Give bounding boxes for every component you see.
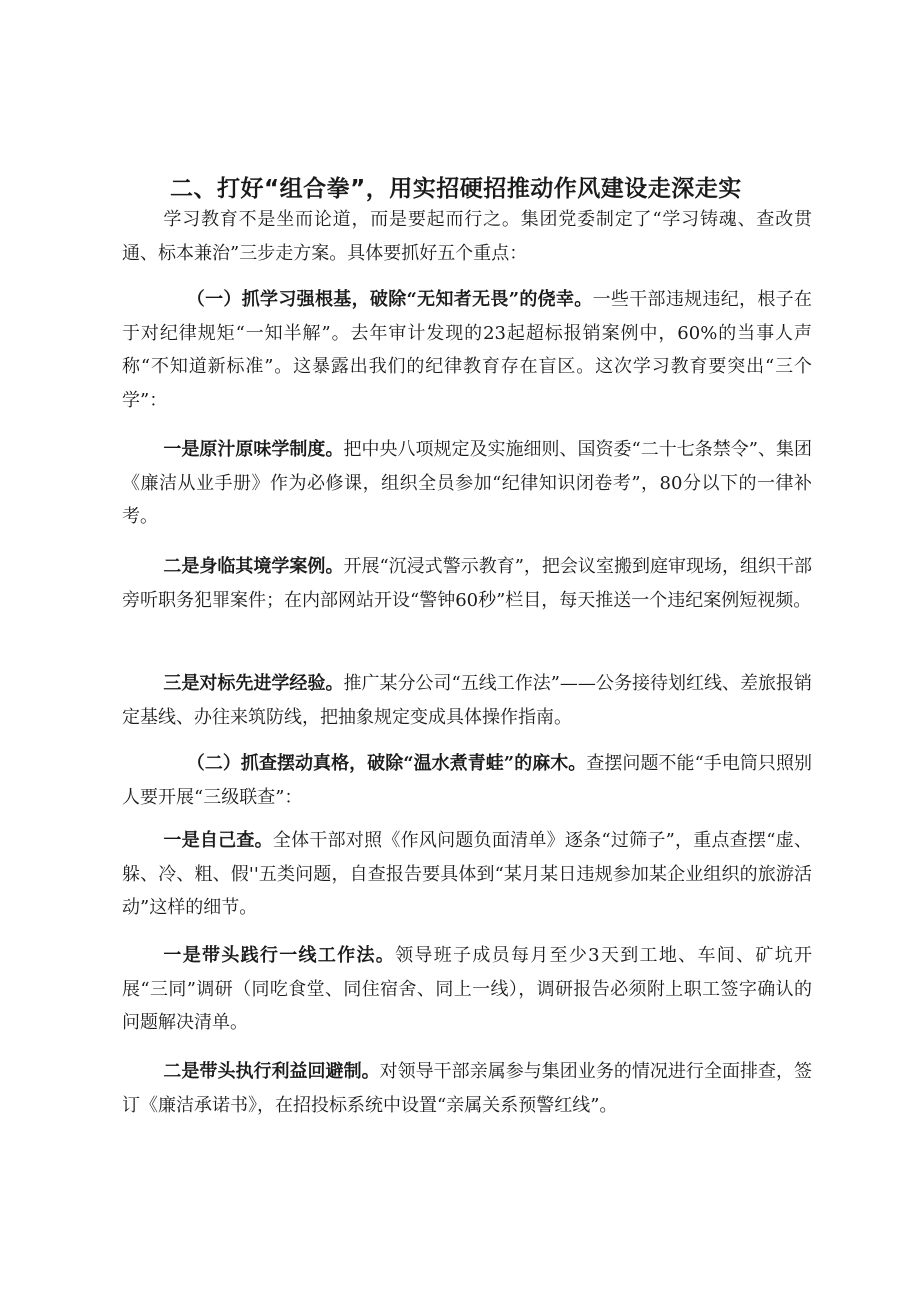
intro-paragraph bbox=[122, 203, 812, 270]
paragraph-lead: 一是带头践行一线工作法。 bbox=[163, 945, 396, 966]
study-system-paragraph bbox=[122, 433, 812, 534]
paragraph-text: 开展“沉浸式警示教育”，把会议室搬到庭审现场，组织干部旁听职务犯罪案件；在内部网站开设“警钟60秒”栏目，每天推送一个违纪案例短视频。 bbox=[122, 556, 813, 611]
frontline-method-paragraph bbox=[122, 939, 812, 1040]
paragraph-text: 一些干部违规违纪，根子在于对纪律规矩“一知半解”。去年审计发现的23起超标报销案例中，60%的当事人声称“不知道新标准”。这暴露出我们的纪律教育存在盲区。这次学习教育要突出“三个学”： bbox=[122, 289, 812, 411]
paragraph-text: 学习教育不是坐而论道，而是要起而行之。集团党委制定了“学习铸魂、查改贯通、标本兼治”三步走方案。具体要抓好五个重点： bbox=[122, 209, 812, 264]
paragraph-lead: 三是对标先进学经验。 bbox=[163, 673, 344, 694]
paragraph-lead: 一是原汁原味学制度。 bbox=[163, 439, 344, 460]
paragraph-lead: 二是带头执行利益回避制。 bbox=[163, 1061, 380, 1082]
paragraph-text: 查摆问题不能“手电筒只照别人要开展“三级联查”： bbox=[122, 753, 812, 808]
self-check-paragraph bbox=[122, 824, 812, 925]
paragraph-lead: （二）抓查摆动真格，破除“温水煮青蛙”的麻木。 bbox=[186, 753, 587, 774]
paragraph-text: 全体干部对照《作风问题负面清单》逐条“过筛子”，重点查摆“虚、躲、冷、粗、假''五类问题，自查报告要具体到“某月某日违规参加某企业组织的旅游活动”这样的细节。 bbox=[122, 830, 812, 918]
paragraph-text: 推广某分公司“五线工作法”——公务接待划红线、差旅报销定基线、办往来筑防线，把抽象规定变成具体操作指南。 bbox=[122, 673, 812, 728]
subsection-two-paragraph bbox=[122, 747, 812, 814]
study-cases-paragraph bbox=[122, 550, 812, 617]
paragraph-lead: 二是身临其境学案例。 bbox=[163, 556, 344, 577]
paragraph-text: 对领导干部亲属参与集团业务的情况进行全面排查，签订《廉洁承诺书》，在招投标系统中设置“亲属关系预警红线”。 bbox=[122, 1061, 813, 1116]
paragraph-text: 把中央八项规定及实施细则、国资委“二十七条禁令”、集团《廉洁从业手册》作为必修课，组织全员参加“纪律知识闭卷考”，80分以下的一律补考。 bbox=[122, 439, 813, 527]
paragraph-text: 领导班子成员每月至少3天到工地、车间、矿坑开展“三同”调研（同吃食堂、同住宿舍、同上一线），调研报告必须附上职工签字确认的问题解决清单。 bbox=[122, 945, 813, 1033]
paragraph-lead: 一是自己查。 bbox=[163, 830, 273, 851]
paragraph-lead: （一）抓学习强根基，破除“无知者无畏”的侥幸。 bbox=[186, 289, 593, 310]
section-heading: 二、打好“组合拳”，用实招硬招推动作风建设走深走实 bbox=[170, 176, 742, 202]
recusal-system-paragraph bbox=[122, 1055, 812, 1122]
subsection-one-paragraph bbox=[122, 283, 812, 417]
study-experience-paragraph bbox=[122, 667, 812, 734]
